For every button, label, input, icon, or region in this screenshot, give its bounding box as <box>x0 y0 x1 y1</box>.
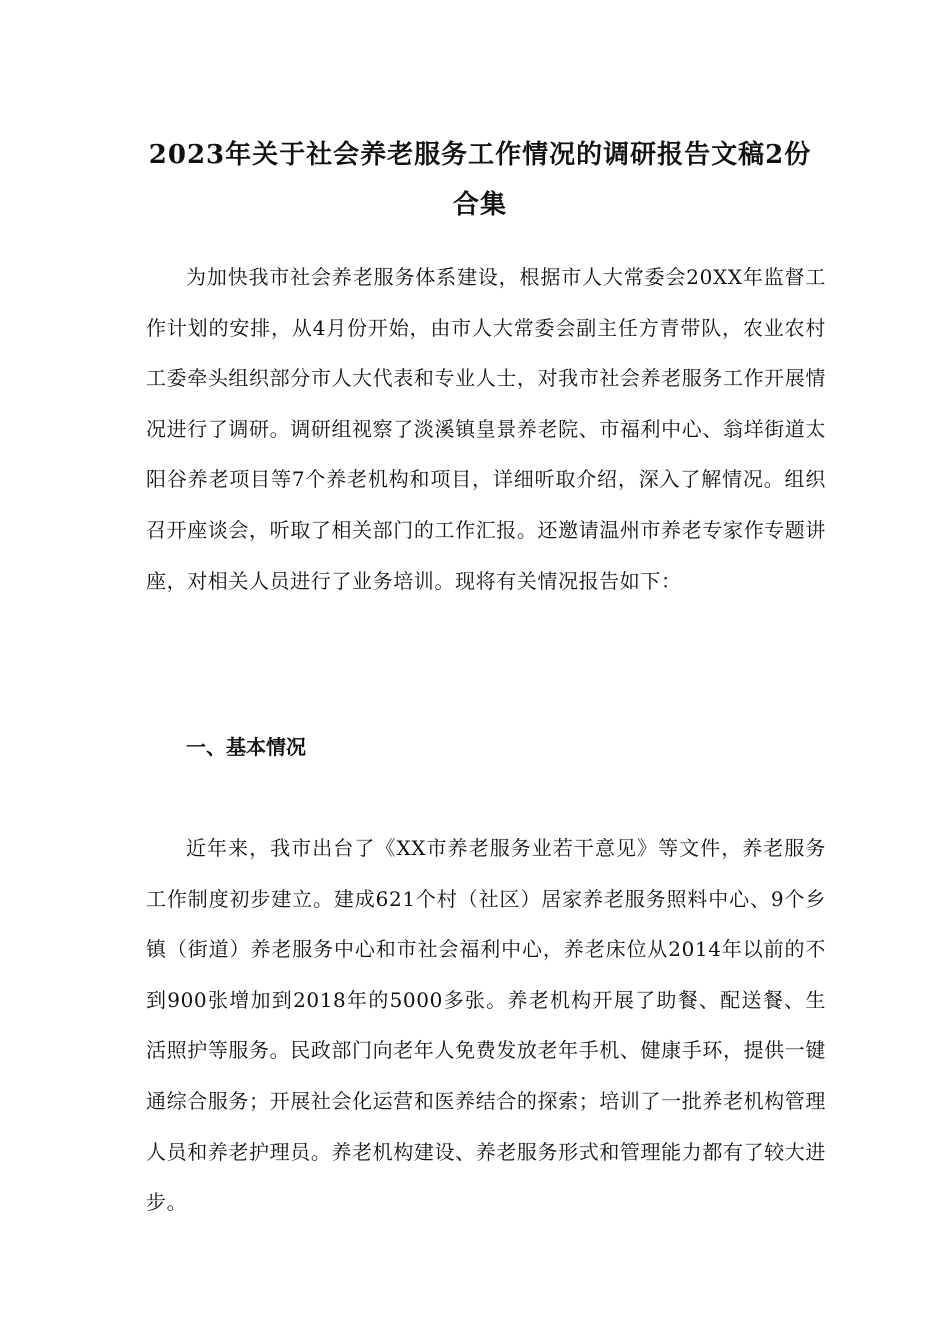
basic-situation-paragraph: 近年来，我市出台了《XX市养老服务业若干意见》等文件，养老服务工作制度初步建立。建成621个村（社区）居家养老服务照料中心、9个乡镇（街道）养老服务中心和市社会福利中心，养老床位从2014年以前的不到900张增加到2018年的5000多张。养老机构开展了助餐、配送餐、生活照护等服务。民政部门向老年人免费发放老年手机、健康手环，提供一键通综合服务；开展社会化运营和医养结合的探索；培训了一批养老机构管理人员和养老护理员。养老机构建设、养老服务形式和管理能力都有了较大进步。 <box>146 836 826 1215</box>
intro-paragraph: 为加快我市社会养老服务体系建设，根据市人大常委会20XX年监督工作计划的安排，从4月份开始，由市人大常委会副主任方青带队，农业农村工委牵头组织部分市人大代表和专业人士，对我市社会养老服务工作开展情况进行了调研。调研组视察了淡溪镇皇景养老院、市福利中心、翁垟街道太阳谷养老项目等7个养老机构和项目，详细听取介绍，深入了解情况。组织召开座谈会，听取了相关部门的工作汇报。还邀请温州市养老专家作专题讲座，对相关人员进行了业务培训。现将有关情况报告如下： <box>146 265 826 593</box>
document-title: 2023年关于社会养老服务工作情况的调研报告文稿2份合集 <box>148 140 812 220</box>
section-heading: 一、基本情况 <box>186 735 306 759</box>
